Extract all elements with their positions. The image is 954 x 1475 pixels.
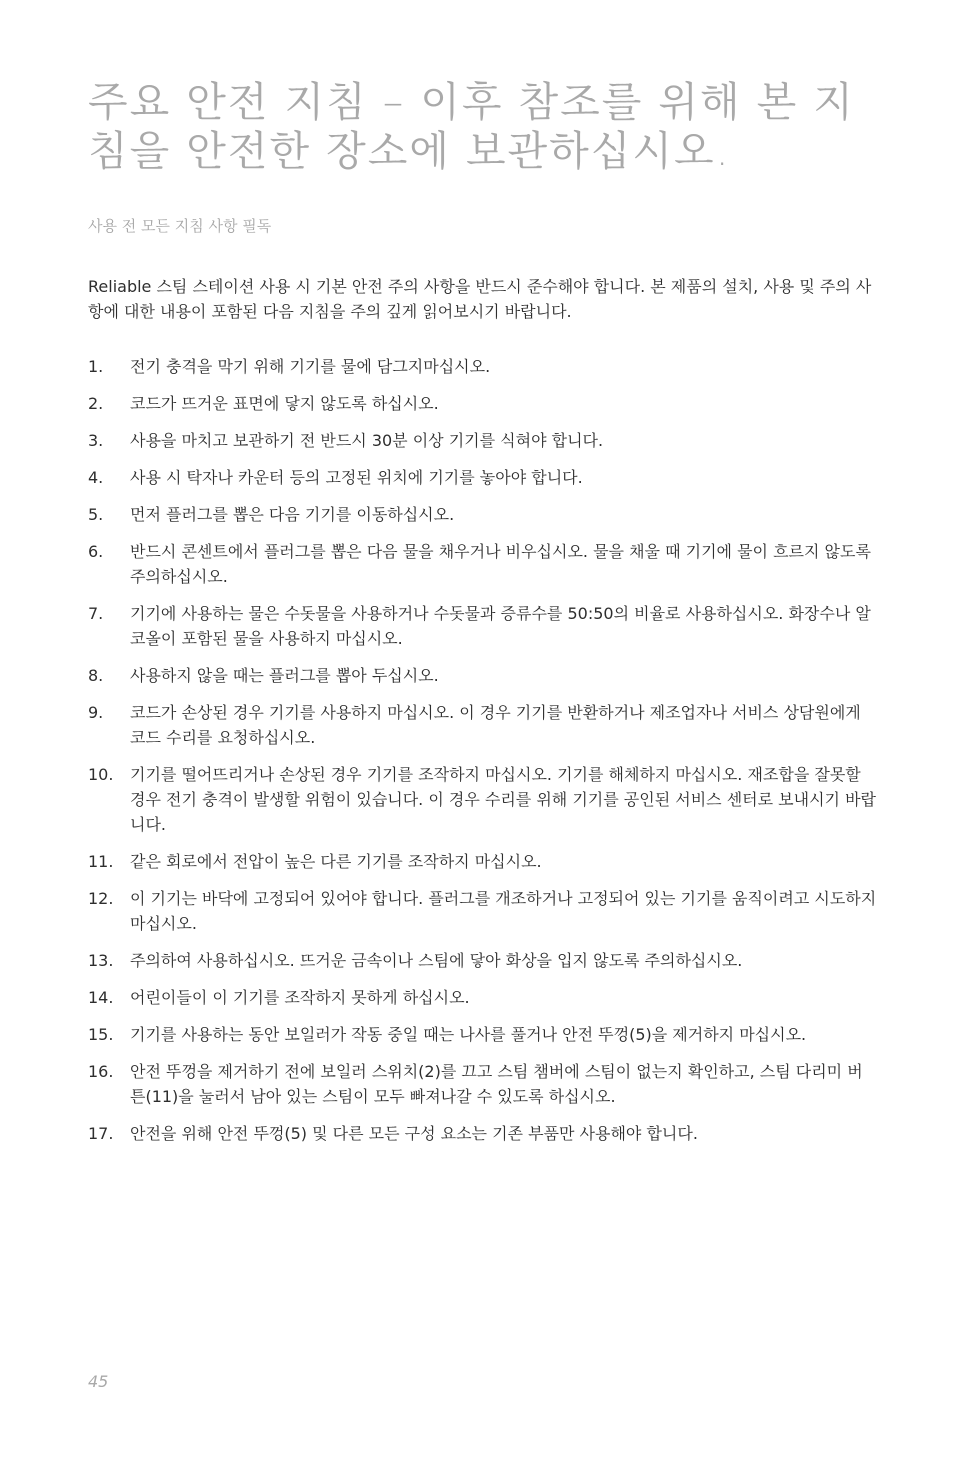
instruction-text: 이 기기는 바닥에 고정되어 있어야 합니다. 플러그를 개조하거나 고정되어 있는 기기를 움직이려고 시도하지 마십시오. bbox=[130, 889, 877, 933]
instruction-text: 사용을 마치고 보관하기 전 반드시 30분 이상 기기를 식혀야 합니다. bbox=[130, 431, 604, 450]
instruction-item-3 bbox=[88, 428, 878, 453]
instruction-number: 14. bbox=[88, 988, 114, 1007]
instruction-item-9 bbox=[88, 700, 878, 750]
instruction-number: 10. bbox=[88, 765, 114, 784]
instruction-item-1 bbox=[88, 354, 878, 379]
instruction-text: 주의하여 사용하십시오. 뜨거운 금속이나 스팀에 닿아 화상을 입지 않도록 주의하십시오. bbox=[130, 951, 743, 970]
instruction-number: 3. bbox=[88, 431, 104, 450]
instruction-item-17 bbox=[88, 1121, 878, 1146]
instruction-number: 8. bbox=[88, 666, 104, 685]
instruction-item-16 bbox=[88, 1059, 878, 1109]
instruction-text: 사용 시 탁자나 카운터 등의 고정된 위치에 기기를 놓아야 합니다. bbox=[130, 468, 583, 487]
instruction-text: 안전 뚜껑을 제거하기 전에 보일러 스위치(2)를 끄고 스팀 챔버에 스팀이 없는지 확인하고, 스팀 다리미 버튼(11)을 눌러서 남아 있는 스팀이 모두 빠져나갈 수 있도록 하십시오. bbox=[130, 1062, 863, 1106]
instruction-text: 기기에 사용하는 물은 수돗물을 사용하거나 수돗물과 증류수를 50:50의 비율로 사용하십시오. 화장수나 알코올이 포함된 물을 사용하지 마십시오. bbox=[130, 604, 871, 648]
page-subtitle: 사용 전 모든 지침 사항 필독 bbox=[88, 217, 272, 235]
instruction-item-2 bbox=[88, 391, 878, 416]
instruction-text: 안전을 위해 안전 뚜껑(5) 및 다른 모든 구성 요소는 기존 부품만 사용해야 합니다. bbox=[130, 1124, 698, 1143]
instruction-number: 15. bbox=[88, 1025, 114, 1044]
instruction-item-5 bbox=[88, 502, 878, 527]
page-number: 45 bbox=[88, 1372, 109, 1391]
instruction-text: 어린이들이 이 기기를 조작하지 못하게 하십시오. bbox=[130, 988, 470, 1007]
instruction-item-11 bbox=[88, 849, 878, 874]
instruction-number: 7. bbox=[88, 604, 104, 623]
instruction-text: 코드가 뜨거운 표면에 닿지 않도록 하십시오. bbox=[130, 394, 439, 413]
instruction-number: 9. bbox=[88, 703, 104, 722]
instruction-text: 사용하지 않을 때는 플러그를 뽑아 두십시오. bbox=[130, 666, 439, 685]
instruction-item-8 bbox=[88, 663, 878, 688]
instruction-text: 기기를 떨어뜨리거나 손상된 경우 기기를 조작하지 마십시오. 기기를 해체하지 마십시오. 재조합을 잘못할 경우 전기 충격이 발생할 위험이 있습니다. 이 경우 수리를 위해 기기를 공인된 서비스 센터로 보내시기 바랍니다. bbox=[130, 765, 876, 834]
instruction-number: 16. bbox=[88, 1062, 114, 1081]
safety-instruction-list bbox=[88, 354, 878, 1146]
page-title: 주요 안전 지침 – 이후 참조를 위해 본 지침을 안전한 장소에 보관하십시오. bbox=[88, 78, 855, 175]
instruction-number: 11. bbox=[88, 852, 114, 871]
intro-paragraph: Reliable 스팀 스테이션 사용 시 기본 안전 주의 사항을 반드시 준수해야 합니다. 본 제품의 설치, 사용 및 주의 사항에 대한 내용이 포함된 다음 지침을 주의 깊게 읽어보시기 바랍니다. bbox=[88, 277, 872, 321]
instruction-item-15 bbox=[88, 1022, 878, 1047]
instruction-text: 전기 충격을 막기 위해 기기를 물에 담그지마십시오. bbox=[130, 357, 491, 376]
instruction-number: 2. bbox=[88, 394, 104, 413]
instruction-text: 기기를 사용하는 동안 보일러가 작동 중일 때는 나사를 풀거나 안전 뚜껑(5)을 제거하지 마십시오. bbox=[130, 1025, 807, 1044]
instruction-number: 12. bbox=[88, 889, 114, 908]
instruction-text: 코드가 손상된 경우 기기를 사용하지 마십시오. 이 경우 기기를 반환하거나 제조업자나 서비스 상담원에게 코드 수리를 요청하십시오. bbox=[130, 703, 861, 747]
instruction-number: 4. bbox=[88, 468, 104, 487]
instruction-number: 6. bbox=[88, 542, 104, 561]
instruction-item-12 bbox=[88, 886, 878, 936]
instruction-text: 반드시 콘센트에서 플러그를 뽑은 다음 물을 채우거나 비우십시오. 물을 채울 때 기기에 물이 흐르지 않도록 주의하십시오. bbox=[130, 542, 871, 586]
instruction-item-13 bbox=[88, 948, 878, 973]
instruction-text: 먼저 플러그를 뽑은 다음 기기를 이동하십시오. bbox=[130, 505, 455, 524]
instruction-number: 1. bbox=[88, 357, 104, 376]
instruction-item-6 bbox=[88, 539, 878, 589]
instruction-item-14 bbox=[88, 985, 878, 1010]
instruction-item-7 bbox=[88, 601, 878, 651]
instruction-item-4 bbox=[88, 465, 878, 490]
instruction-number: 13. bbox=[88, 951, 114, 970]
instruction-number: 5. bbox=[88, 505, 104, 524]
instruction-text: 같은 회로에서 전압이 높은 다른 기기를 조작하지 마십시오. bbox=[130, 852, 542, 871]
instruction-number: 17. bbox=[88, 1124, 114, 1143]
document-page bbox=[88, 78, 878, 1158]
instruction-item-10 bbox=[88, 762, 878, 837]
